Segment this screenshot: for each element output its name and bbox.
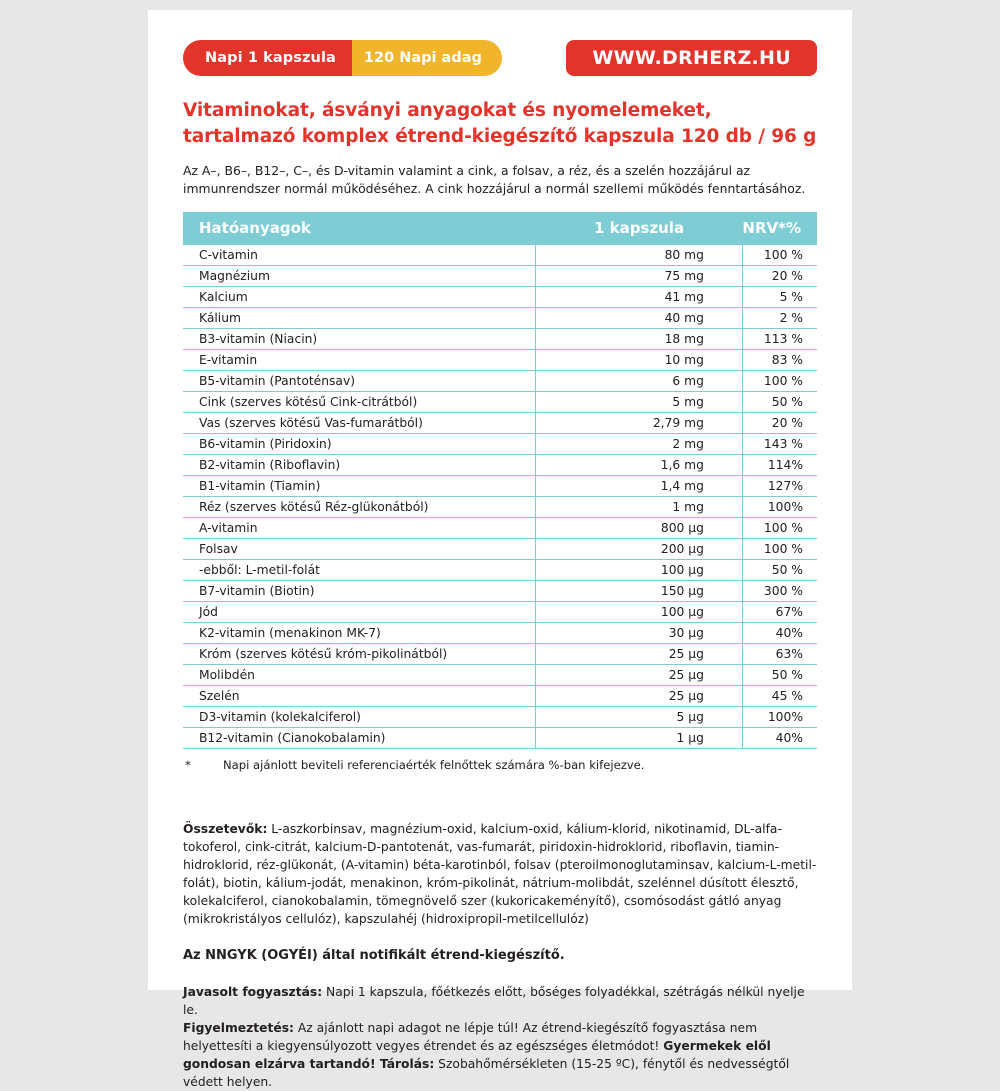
cell-amount: 1 µg: [536, 728, 743, 749]
dosage-pill: [183, 40, 502, 76]
cell-amount: 1,4 mg: [536, 476, 743, 497]
table-row: [183, 434, 817, 455]
cell-substance: Folsav: [183, 539, 536, 560]
cell-substance: B12-vitamin (Cianokobalamin): [183, 728, 536, 749]
cell-nrv: 100%: [742, 497, 817, 518]
cell-nrv: 40%: [742, 623, 817, 644]
cell-nrv: 67%: [742, 602, 817, 623]
suggested-use-text: Napi 1 kapszula, főétkezés előtt, bőséges folyadékkal, szétrágás nélkül nyelje le.: [183, 985, 805, 1017]
cell-nrv: 100 %: [742, 539, 817, 560]
cell-nrv: 100%: [742, 707, 817, 728]
cell-amount: 2 mg: [536, 434, 743, 455]
cell-substance: Kálium: [183, 308, 536, 329]
cell-substance: B6-vitamin (Piridoxin): [183, 434, 536, 455]
cell-amount: 100 µg: [536, 560, 743, 581]
daily-dose-badge: Napi 1 kapszula: [183, 40, 352, 76]
table-row: [183, 665, 817, 686]
cell-substance: A-vitamin: [183, 518, 536, 539]
table-row: [183, 560, 817, 581]
table-row: [183, 287, 817, 308]
table-row: [183, 476, 817, 497]
cell-nrv: 50 %: [742, 665, 817, 686]
badge-row: [183, 40, 817, 80]
cell-substance: B7-vitamin (Biotin): [183, 581, 536, 602]
cell-substance: -ebből: L-metil-folát: [183, 560, 536, 581]
cell-nrv: 20 %: [742, 413, 817, 434]
table-row: [183, 245, 817, 266]
product-label-page: [148, 10, 852, 1089]
table-row: [183, 308, 817, 329]
cell-amount: 30 µg: [536, 623, 743, 644]
cell-nrv: 127%: [742, 476, 817, 497]
cell-nrv: 100 %: [742, 371, 817, 392]
table-row: [183, 455, 817, 476]
label-content: [183, 40, 817, 1091]
cell-substance: Jód: [183, 602, 536, 623]
cell-amount: 25 µg: [536, 665, 743, 686]
cell-amount: 1,6 mg: [536, 455, 743, 476]
cell-substance: Króm (szerves kötésű króm-pikolinátból): [183, 644, 536, 665]
cell-substance: Réz (szerves kötésű Réz-glükonátból): [183, 497, 536, 518]
cell-nrv: 83 %: [742, 350, 817, 371]
cell-substance: D3-vitamin (kolekalciferol): [183, 707, 536, 728]
table-row: [183, 518, 817, 539]
cell-amount: 10 mg: [536, 350, 743, 371]
cell-amount: 40 mg: [536, 308, 743, 329]
col-header-nrv: NRV*%: [742, 212, 817, 245]
table-row: [183, 329, 817, 350]
table-row: [183, 413, 817, 434]
cell-substance: Szelén: [183, 686, 536, 707]
nutrition-table-body: [183, 245, 817, 749]
cell-amount: 5 µg: [536, 707, 743, 728]
cell-nrv: 100 %: [742, 518, 817, 539]
table-row: [183, 266, 817, 287]
suggested-use-label: Javasolt fogyasztás:: [183, 985, 323, 999]
cell-substance: K2-vitamin (menakinon MK-7): [183, 623, 536, 644]
cell-amount: 1 mg: [536, 497, 743, 518]
table-row: [183, 728, 817, 749]
table-row: [183, 497, 817, 518]
cell-substance: B3-vitamin (Niacin): [183, 329, 536, 350]
cell-amount: 5 mg: [536, 392, 743, 413]
cell-amount: 200 µg: [536, 539, 743, 560]
cell-amount: 150 µg: [536, 581, 743, 602]
cell-substance: B5-vitamin (Pantoténsav): [183, 371, 536, 392]
ingredients-text: L-aszkorbinsav, magnézium-oxid, kalcium-oxid, kálium-klorid, nikotinamid, DL-alfa-tokoferol, cink-citrát, kalcium-D-pantotenát, vas-fumarát, piridoxin-hidroklorid, riboflavin, tiamin-hidroklorid, réz-glükonát, (A-vitamin) béta-karotinból, folsav (pteroilmonoglutaminsav, kalcium-L-metil-folát), biotin, kálium-jodát, menakinon, króm-pikolinát, nátrium-molibdát, szelénnel dúsított élesztő, kolekalciferol, cianokobalamin, tömegnövelő szer (kukoricakeményítő), csomósodást gátló anyag (mikrokristályos cellulóz), kapszulahéj (hidroxipropil-metilcellulóz): [183, 822, 817, 926]
page-title: Vitaminokat, ásványi anyagokat és nyomelemeket, tartalmazó komplex étrend-kiegészítő kapszula 120 db / 96 g: [183, 100, 817, 147]
table-row: [183, 707, 817, 728]
cell-amount: 41 mg: [536, 287, 743, 308]
cell-amount: 18 mg: [536, 329, 743, 350]
table-row: [183, 602, 817, 623]
cell-nrv: 5 %: [742, 287, 817, 308]
servings-badge: 120 Napi adag: [352, 40, 502, 76]
cell-nrv: 63%: [742, 644, 817, 665]
storage-label: Tárolás:: [375, 1057, 435, 1071]
nutrition-table: [183, 212, 817, 749]
table-row: [183, 644, 817, 665]
cell-nrv: 50 %: [742, 392, 817, 413]
col-header-per-capsule: 1 kapszula: [536, 212, 743, 245]
table-row: [183, 623, 817, 644]
cell-amount: 75 mg: [536, 266, 743, 287]
cell-substance: Magnézium: [183, 266, 536, 287]
ingredients-label: Összetevők:: [183, 822, 268, 836]
footnote-text: Napi ajánlott beviteli referenciaérték felnőttek számára %-ban kifejezve.: [223, 758, 645, 772]
cell-nrv: 2 %: [742, 308, 817, 329]
cell-amount: 100 µg: [536, 602, 743, 623]
cell-substance: B2-vitamin (Riboflavin): [183, 455, 536, 476]
cell-substance: B1-vitamin (Tiamin): [183, 476, 536, 497]
warning-text: Az ajánlott napi adagot ne lépje túl! Az étrend-kiegészítő fogyasztása nem helyettesíti a kiegyensúlyozott vegyes étrendet és az egészséges életmódot!: [183, 1021, 758, 1053]
cell-nrv: 40%: [742, 728, 817, 749]
notification-text: Az NNGYK (OGYÉI) által notifikált étrend-kiegészítő.: [183, 948, 565, 963]
cell-substance: Cink (szerves kötésű Cink-citrátból): [183, 392, 536, 413]
footnote-marker: *: [185, 758, 191, 772]
col-header-substance: Hatóanyagok: [183, 212, 536, 245]
table-row: [183, 539, 817, 560]
warning-label: Figyelmeztetés:: [183, 1021, 294, 1035]
table-row: [183, 350, 817, 371]
website-badge[interactable]: WWW.DRHERZ.HU: [566, 40, 817, 76]
cell-amount: 80 mg: [536, 245, 743, 266]
nrv-footnote: [183, 758, 817, 772]
cell-substance: Vas (szerves kötésű Vas-fumarátból): [183, 413, 536, 434]
warning-bold-tail: Gyermekek elől gondosan elzárva tartandó!: [183, 1039, 771, 1071]
cell-substance: Kalcium: [183, 287, 536, 308]
table-row: [183, 371, 817, 392]
table-header-row: [183, 212, 817, 245]
cell-substance: C-vitamin: [183, 245, 536, 266]
cell-nrv: 100 %: [742, 245, 817, 266]
usage-block: [183, 983, 817, 1091]
nutrition-table-wrap: [183, 212, 817, 749]
cell-substance: E-vitamin: [183, 350, 536, 371]
ingredients-block: [183, 820, 817, 928]
cell-amount: 800 µg: [536, 518, 743, 539]
cell-nrv: 20 %: [742, 266, 817, 287]
table-row: [183, 686, 817, 707]
cell-amount: 25 µg: [536, 686, 743, 707]
cell-amount: 25 µg: [536, 644, 743, 665]
table-row: [183, 392, 817, 413]
cell-nrv: 300 %: [742, 581, 817, 602]
cell-nrv: 45 %: [742, 686, 817, 707]
storage-text: Szobahőmérsékleten (15-25 ºC), fénytől és nedvességtől védett helyen.: [183, 1057, 790, 1089]
table-row: [183, 581, 817, 602]
cell-nrv: 50 %: [742, 560, 817, 581]
cell-nrv: 143 %: [742, 434, 817, 455]
health-claim-text: Az A–, B6–, B12–, C–, és D-vitamin valamint a cink, a folsav, a réz, és a szelén hozzájárul az immunrendszer normál működéséhez. A cink hozzájárul a normál szellemi működés fenntartásához.: [183, 163, 806, 196]
cell-amount: 6 mg: [536, 371, 743, 392]
cell-substance: Molibdén: [183, 665, 536, 686]
cell-nrv: 114%: [742, 455, 817, 476]
cell-amount: 2,79 mg: [536, 413, 743, 434]
cell-nrv: 113 %: [742, 329, 817, 350]
